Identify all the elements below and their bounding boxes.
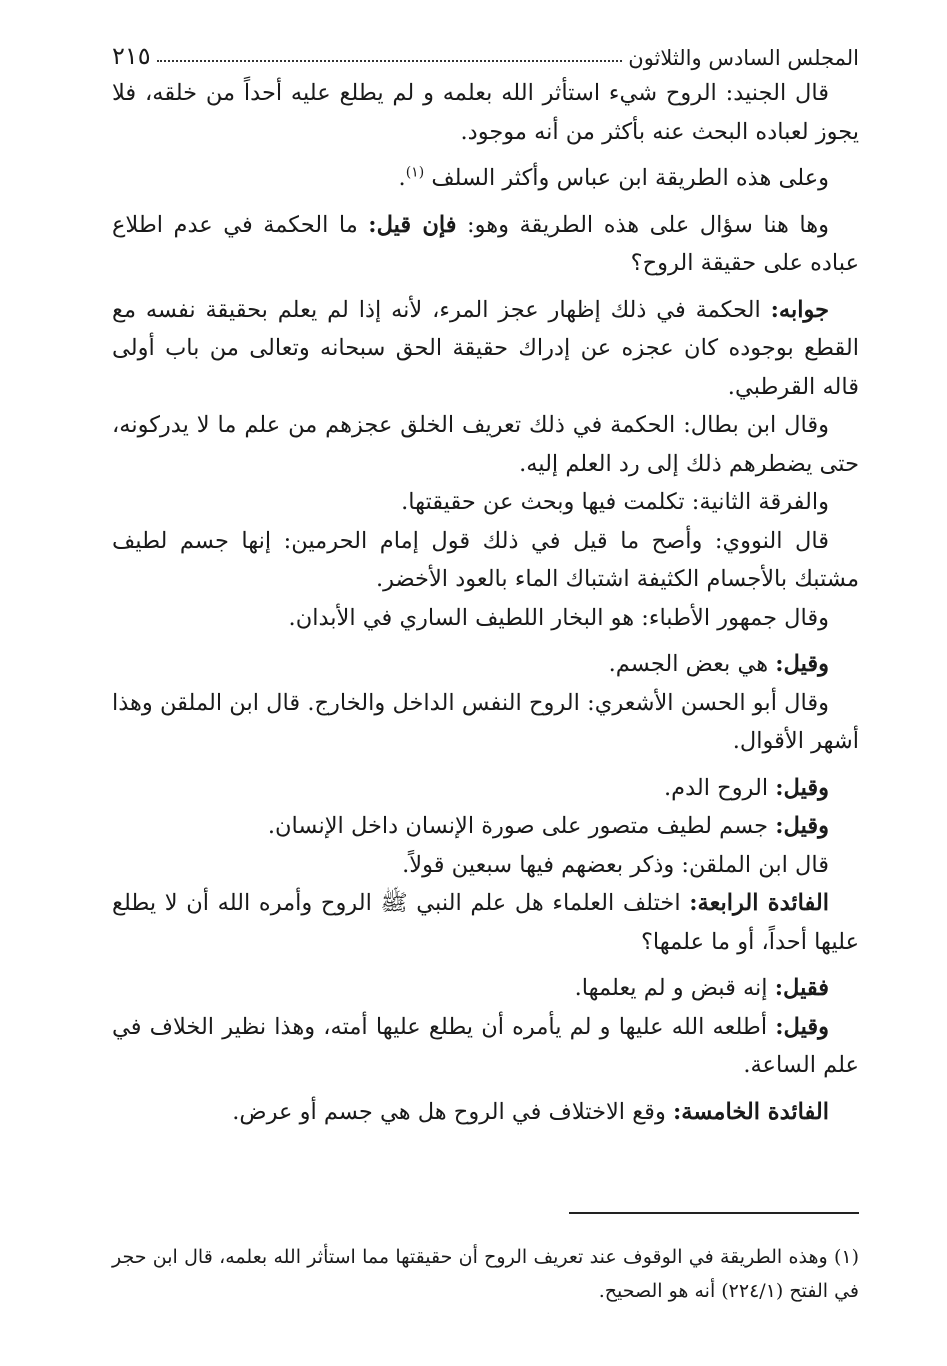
bold-term: وقيل: xyxy=(775,651,829,677)
paragraph-text: وقع الاختلاف في الروح هل هي جسم أو عرض. xyxy=(232,1098,673,1125)
main-text xyxy=(112,74,859,1131)
paragraph xyxy=(112,846,859,885)
paragraph xyxy=(112,645,859,684)
bold-term: فإن قيل: xyxy=(368,211,457,238)
bold-term: الفائدة الرابعة: xyxy=(689,890,829,916)
footnote-reference[interactable]: (١) xyxy=(405,164,425,181)
paragraph-text: وها هنا سؤال على هذه الطريقة وهو: xyxy=(456,211,830,238)
paragraph xyxy=(112,599,859,638)
paragraph xyxy=(112,807,859,846)
bold-term: جوابه: xyxy=(770,296,829,323)
footnote-divider xyxy=(569,1212,859,1214)
paragraph-text: إنه قبض و لم يعلمها. xyxy=(574,975,775,1001)
paragraph-text: أطلعه الله عليها و لم يأمره أن يطلع عليها أمته، وهذا نظير الخلاف في علم الساعة. xyxy=(112,1013,859,1078)
bold-term: وقيل: xyxy=(775,813,829,839)
paragraph xyxy=(112,1093,859,1132)
paragraph-text: هي بعض الجسم. xyxy=(608,651,776,677)
page-header xyxy=(112,36,859,70)
paragraph-text: قال النووي: وأصح ما قيل في ذلك قول إمام الحرمين: إنها جسم لطيف مشتبك بالأجسام الكثيفة اشتباك الماء بالعود الأخضر. xyxy=(112,527,859,592)
paragraph-text: قال الجنيد: الروح شيء استأثر الله بعلمه و لم يطلع عليه أحداً من خلقه، فلا يجوز لعباده البحث عنه بأكثر من أنه موجود. xyxy=(112,80,859,145)
paragraph-text: وقال ابن بطال: الحكمة في ذلك تعريف الخلق عجزهم من علم ما لا يدركونه، حتى يضطرهم ذلك إلى رد العلم إليه. xyxy=(112,412,859,477)
paragraph xyxy=(112,206,859,283)
paragraph xyxy=(112,74,859,151)
bold-term: الفائدة الخامسة: xyxy=(672,1098,829,1125)
paragraph-text: وعلى هذه الطريقة ابن عباس وأكثر السلف xyxy=(431,165,829,191)
paragraph-text: اختلف العلماء هل علم النبي ﷺ الروح وأمره الله أن لا يطلع عليها أحداً، أو ما علمها؟ xyxy=(112,890,859,955)
paragraph xyxy=(112,291,859,407)
paragraph xyxy=(112,1008,859,1085)
bold-term: وقيل: xyxy=(775,1013,829,1040)
paragraph xyxy=(112,406,859,483)
paragraph-text: الحكمة في ذلك إظهار عجز المرء، لأنه إذا لم يعلم بحقيقة نفسه مع القطع بوجوده كان عجزه عن إدراك حقيقة الحق سبحانه وتعالى من باب أولى قاله القرطبي. xyxy=(112,296,859,400)
paragraph-text: ما الحكمة في عدم اطلاع عباده على حقيقة الروح؟ xyxy=(112,211,859,276)
paragraph xyxy=(112,769,859,808)
paragraph-text: الروح الدم. xyxy=(664,774,776,801)
paragraph xyxy=(112,159,859,198)
paragraph-text: وقال جمهور الأطباء: هو البخار اللطيف الساري في الأبدان. xyxy=(288,604,829,631)
header-dotted-leader xyxy=(157,60,623,62)
bold-term: وقيل: xyxy=(775,774,829,801)
paragraph-text: والفرقة الثانية: تكلمت فيها وبحث عن حقيقتها. xyxy=(401,489,829,515)
running-title: المجلس السادس والثلاثون xyxy=(628,46,859,70)
footnote xyxy=(112,1240,859,1308)
paragraph-text: جسم لطيف متصور على صورة الإنسان داخل الإنسان. xyxy=(267,813,776,839)
paragraph-text: قال ابن الملقن: وذكر بعضهم فيها سبعين قولاً. xyxy=(402,851,829,878)
paragraph-text: . xyxy=(398,165,406,191)
paragraph-text: وقال أبو الحسن الأشعري: الروح النفس الداخل والخارج. قال ابن الملقن وهذا أشهر الأقوال. xyxy=(112,689,859,754)
bold-term: فقيل: xyxy=(774,975,829,1001)
footnote-text: (١) وهذه الطريقة في الوقوف عند تعريف الروح أن حقيقتها مما استأثر الله بعلمه، قال ابن حجر في الفتح (٢٢٤/١) أنه هو الصحيح. xyxy=(112,1246,859,1302)
paragraph xyxy=(112,522,859,599)
paragraph xyxy=(112,969,859,1008)
paragraph xyxy=(112,684,859,761)
paragraph xyxy=(112,483,859,522)
paragraph xyxy=(112,884,859,961)
page-number: ٢١٥ xyxy=(112,42,151,70)
